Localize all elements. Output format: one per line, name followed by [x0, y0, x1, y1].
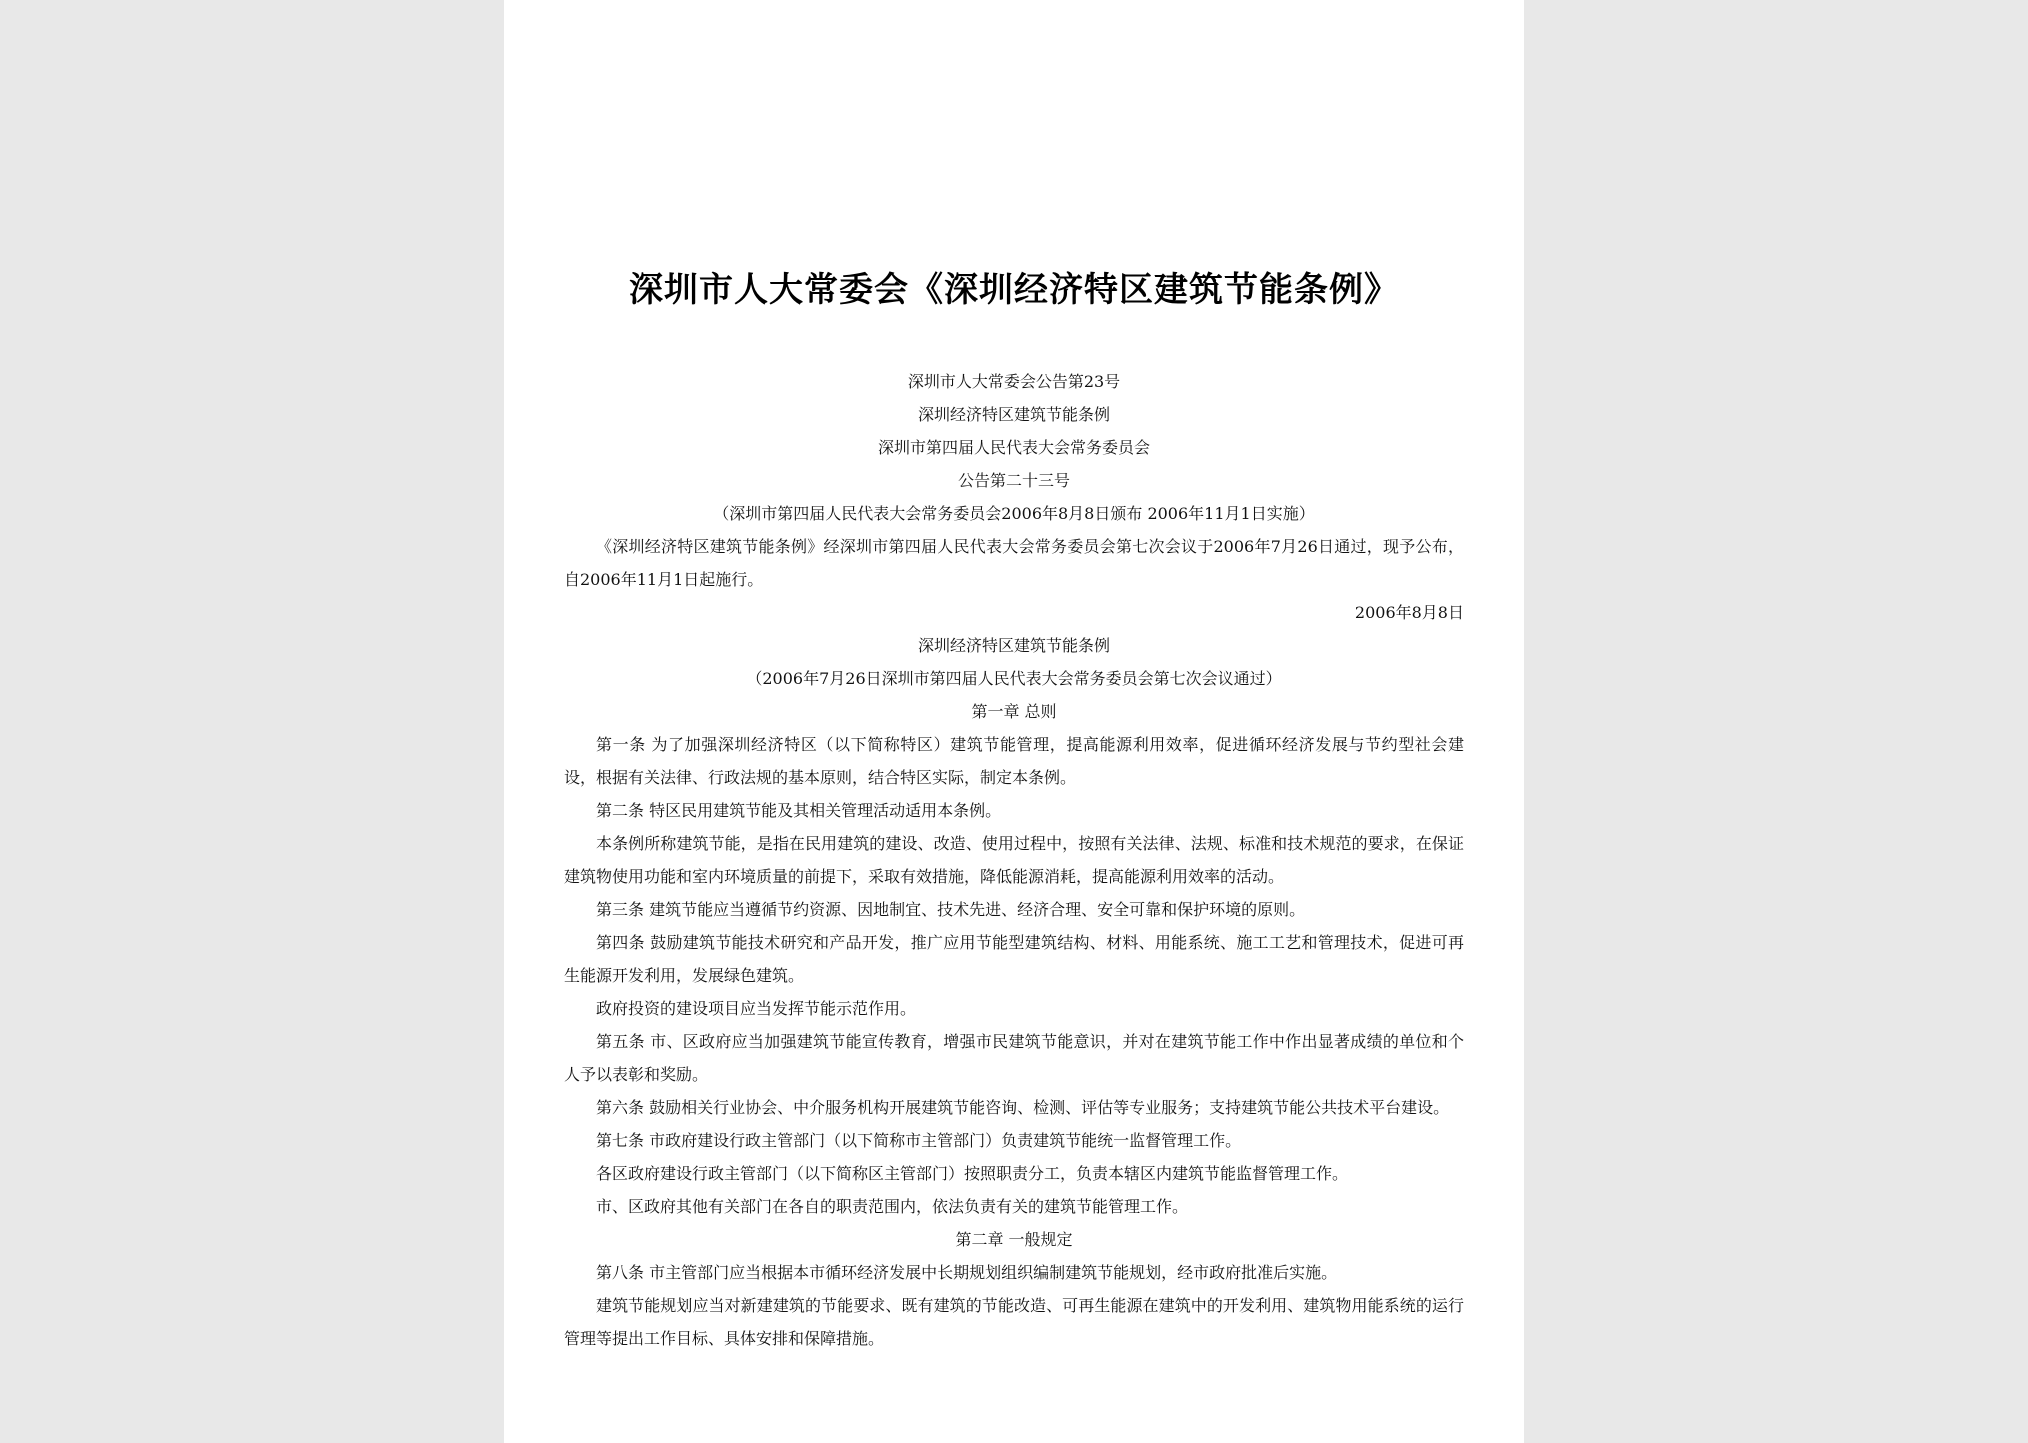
notice-number-text: 公告第二十三号: [957, 471, 1070, 490]
article-paragraph: 第四条 鼓励建筑节能技术研究和产品开发，推广应用节能型建筑结构、材料、用能系统、施工工艺和管理技术，促进可再生能源开发利用，发展绿色建筑。: [564, 933, 1464, 985]
article-paragraph: 第七条 市政府建设行政主管部门（以下简称市主管部门）负责建筑节能统一监督管理工作。: [596, 1131, 1242, 1150]
article-paragraph: 市、区政府其他有关部门在各自的职责范围内，依法负责有关的建筑节能管理工作。: [596, 1197, 1189, 1216]
article-paragraph: 政府投资的建设项目应当发挥节能示范作用。: [596, 999, 917, 1018]
article-paragraph: 第五条 市、区政府应当加强建筑节能宣传教育，增强市民建筑节能意识，并对在建筑节能工作中作出显著成绩的单位和个人予以表彰和奖励。: [564, 1032, 1464, 1084]
announcement-date: 2006年8月8日: [1354, 603, 1464, 622]
notice-number: 深圳市人大常委会公告第23号: [907, 372, 1121, 391]
article-paragraph: 本条例所称建筑节能，是指在民用建筑的建设、改造、使用过程中，按照有关法律、法规、标准和技术规范的要求，在保证建筑物使用功能和室内环境质量的前提下，采取有效措施，降低能源消耗，提高能源利用效率的活动。: [564, 834, 1464, 886]
document-page: [504, 0, 1524, 1443]
article-paragraph: 第一条 为了加强深圳经济特区（以下简称特区）建筑节能管理，提高能源利用效率，促进循环经济发展与节约型社会建设，根据有关法律、行政法规的基本原则，结合特区实际，制定本条例。: [564, 735, 1464, 787]
regulation-title: 深圳经济特区建筑节能条例: [917, 636, 1110, 655]
chapter-heading: 第二章 一般规定: [955, 1230, 1073, 1249]
article-paragraph: 建筑节能规划应当对新建建筑的节能要求、既有建筑的节能改造、可再生能源在建筑中的开发利用、建筑物用能系统的运行管理等提出工作目标、具体安排和保障措施。: [564, 1296, 1464, 1348]
article-paragraph: 第八条 市主管部门应当根据本市循环经济发展中长期规划组织编制建筑节能规划，经市政府批准后实施。: [596, 1263, 1338, 1282]
article-paragraph: 第三条 建筑节能应当遵循节约资源、因地制宜、技术先进、经济合理、安全可靠和保护环境的原则。: [596, 900, 1306, 919]
promulgation-info: （深圳市第四届人民代表大会常务委员会2006年8月8日颁布 2006年11月1日实施）: [713, 504, 1315, 523]
announcement-paragraph: 《深圳经济特区建筑节能条例》经深圳市第四届人民代表大会常务委员会第七次会议于2006年7月26日通过，现予公布，自2006年11月1日起施行。: [564, 537, 1464, 589]
article-paragraph: 第六条 鼓励相关行业协会、中介服务机构开展建筑节能咨询、检测、评估等专业服务；支持建筑节能公共技术平台建设。: [596, 1098, 1450, 1117]
issuing-body: 深圳市第四届人民代表大会常务委员会: [877, 438, 1150, 457]
article-paragraph: 第二条 特区民用建筑节能及其相关管理活动适用本条例。: [596, 801, 1002, 820]
article-paragraph: 各区政府建设行政主管部门（以下简称区主管部门）按照职责分工，负责本辖区内建筑节能监督管理工作。: [596, 1164, 1349, 1183]
document-title: 深圳市人大常委会《深圳经济特区建筑节能条例》: [629, 270, 1399, 310]
regulation-adopted: （2006年7月26日深圳市第四届人民代表大会常务委员会第七次会议通过）: [746, 669, 1282, 688]
chapter-heading: 第一章 总则: [971, 702, 1057, 721]
regulation-name: 深圳经济特区建筑节能条例: [917, 405, 1110, 424]
